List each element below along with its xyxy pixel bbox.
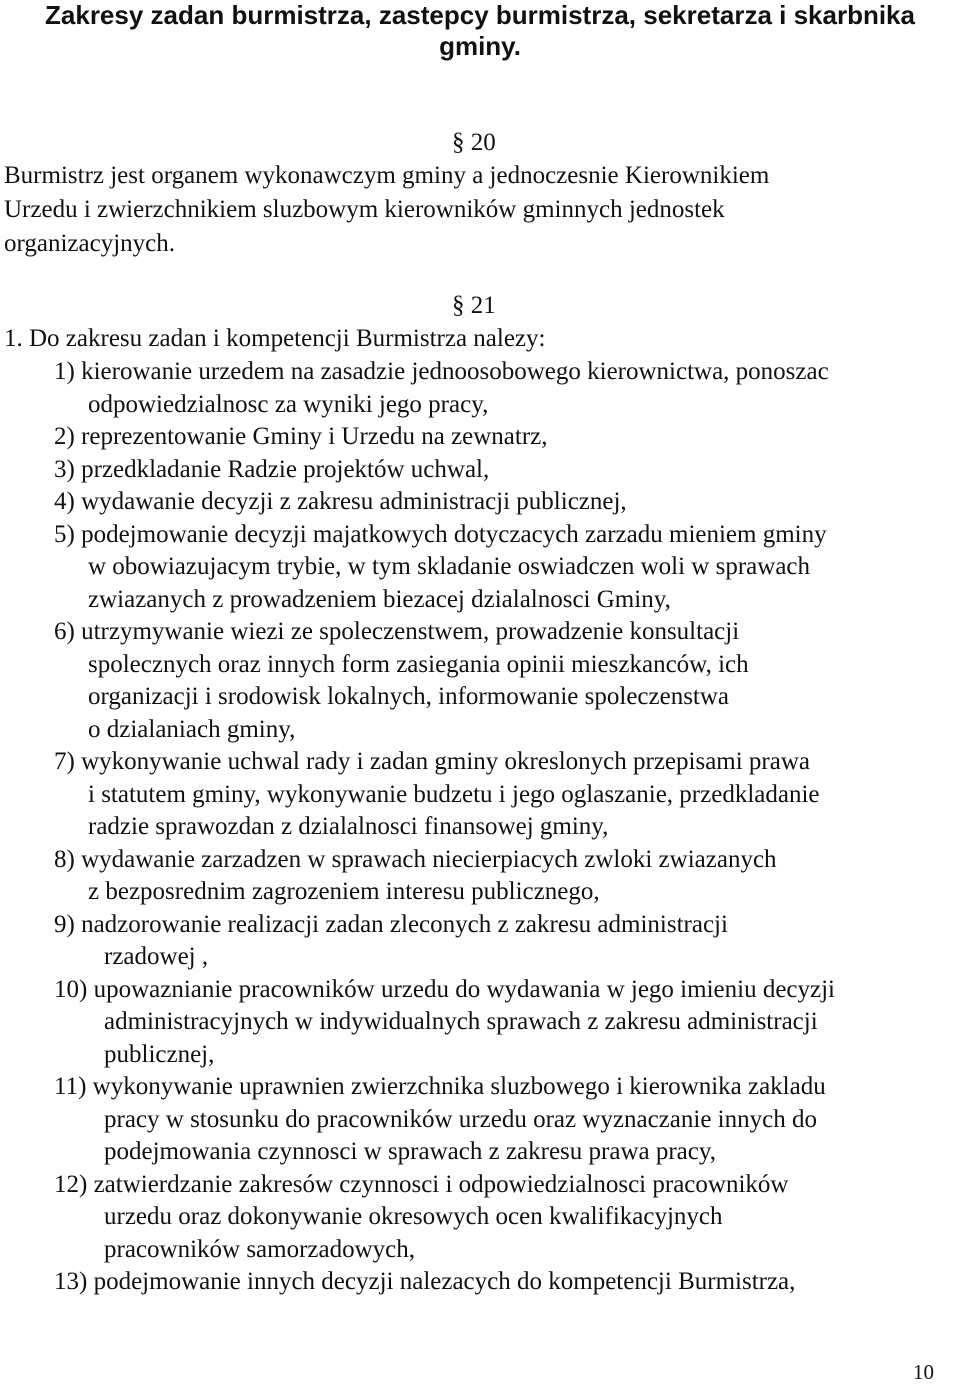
list-item-text: 6) utrzymywanie wiezi ze spoleczenstwem, prowadzenie konsultacji: [54, 618, 740, 645]
list-item-text: 2) reprezentowanie Gminy i Urzedu na zewnatrz,: [54, 423, 548, 450]
title-line-2: gminy.: [439, 31, 521, 61]
list-item-continuation: podejmowania czynnosci w sprawach z zakresu prawa pracy,: [104, 1138, 716, 1165]
list-item: [0, 454, 490, 487]
section-21-intro: 1. Do zakresu zadan i kompetencji Burmistrza nalezy:: [4, 325, 546, 352]
list-item: [0, 421, 548, 454]
list-item-continuation: publicznej,: [104, 1040, 215, 1068]
list-item: [0, 519, 827, 617]
list-item-continuation: rzadowej ,: [104, 943, 209, 970]
list-item: [0, 844, 777, 909]
list-item-continuation: urzedu oraz dokonywanie okresowych ocen kwalifikacyjnych: [104, 1203, 723, 1230]
list-item-continuation: z bezposrednim zagrozeniem interesu publicznego,: [88, 878, 600, 905]
section-20-line: organizacyjnych.: [4, 230, 175, 257]
section-20-paragraph: [4, 159, 769, 261]
list-item-continuation: administracyjnych w indywidualnych sprawach z zakresu administracji: [104, 1008, 818, 1035]
list-item-text: 12) zatwierdzanie zakresów czynnosci i odpowiedzialnosci pracowników: [54, 1170, 789, 1198]
list-item-continuation: organizacji i srodowisk lokalnych, informowanie spoleczenstwa: [88, 683, 730, 710]
list-item-text: 8) wydawanie zarzadzen w sprawach niecierpiacych zwloki zwiazanych: [54, 845, 777, 873]
list-item: [0, 1169, 789, 1267]
list-item-continuation: w obowiazujacym trybie, w tym skladanie oswiadczen woli w sprawach: [88, 553, 811, 580]
list-item-continuation: pracowników samorzadowych,: [104, 1235, 416, 1263]
list-item-text: 1) kierowanie urzedem na zasadzie jednoosobowego kierownictwa, ponoszac: [54, 358, 829, 385]
list-item: [0, 616, 749, 746]
list-item-continuation: zwiazanych z prowadzeniem biezacej dzialalnosci Gminy,: [88, 585, 671, 613]
list-item-text: 4) wydawanie decyzji z zakresu administracji publicznej,: [54, 488, 627, 515]
list-item-text: 7) wykonywanie uchwal rady i zadan gminy okreslonych przepisami prawa: [54, 748, 811, 775]
list-item-continuation: i statutem gminy, wykonywanie budzetu i jego oglaszanie, przedkladanie: [88, 780, 820, 808]
list-item: [0, 909, 728, 974]
list-item-text: 5) podejmowanie decyzji majatkowych dotyczacych zarzadu mieniem gminy: [54, 520, 827, 548]
list-item: [0, 746, 820, 844]
list-item: [0, 1071, 826, 1169]
section-21-heading: § 21: [452, 292, 496, 319]
document-title: [0, 0, 960, 62]
list-item-text: 13) podejmowanie innych decyzji nalezacych do kompetencji Burmistrza,: [54, 1268, 796, 1295]
list-item-continuation: pracy w stosunku do pracowników urzedu oraz wyznaczanie innych do: [104, 1105, 817, 1133]
page-number: 10: [913, 1360, 934, 1384]
list-item: [0, 1266, 796, 1299]
list-item-text: 11) wykonywanie uprawnien zwierzchnika sluzbowego i kierownika zakladu: [54, 1073, 826, 1100]
list-item-text: 10) upowaznianie pracowników urzedu do wydawania w jego imieniu decyzji: [54, 975, 835, 1003]
section-20-heading: § 20: [452, 129, 496, 156]
list-item: [0, 356, 829, 421]
title-line-1: Zakresy zadan burmistrza, zastepcy burmistrza, sekretarza i skarbnika: [45, 0, 915, 30]
section-20-line: Urzedu i zwierzchnikiem sluzbowym kierowników gminnych jednostek: [4, 196, 725, 223]
list-item-text: 3) przedkladanie Radzie projektów uchwal,: [54, 455, 490, 483]
list-item-text: 9) nadzorowanie realizacji zadan zleconych z zakresu administracji: [54, 910, 728, 938]
list-item-continuation: o dzialaniach gminy,: [88, 715, 296, 743]
list-item: [0, 974, 835, 1072]
list-item: [0, 486, 627, 519]
list-item-continuation: radzie sprawozdan z dzialalnosci finansowej gminy,: [88, 813, 609, 840]
list-item-continuation: odpowiedzialnosc za wyniki jego pracy,: [88, 390, 489, 418]
section-20-line: Burmistrz jest organem wykonawczym gminy a jednoczesnie Kierownikiem: [4, 162, 770, 189]
list-item-continuation: spolecznych oraz innych form zasiegania opinii mieszkanców, ich: [88, 650, 749, 678]
